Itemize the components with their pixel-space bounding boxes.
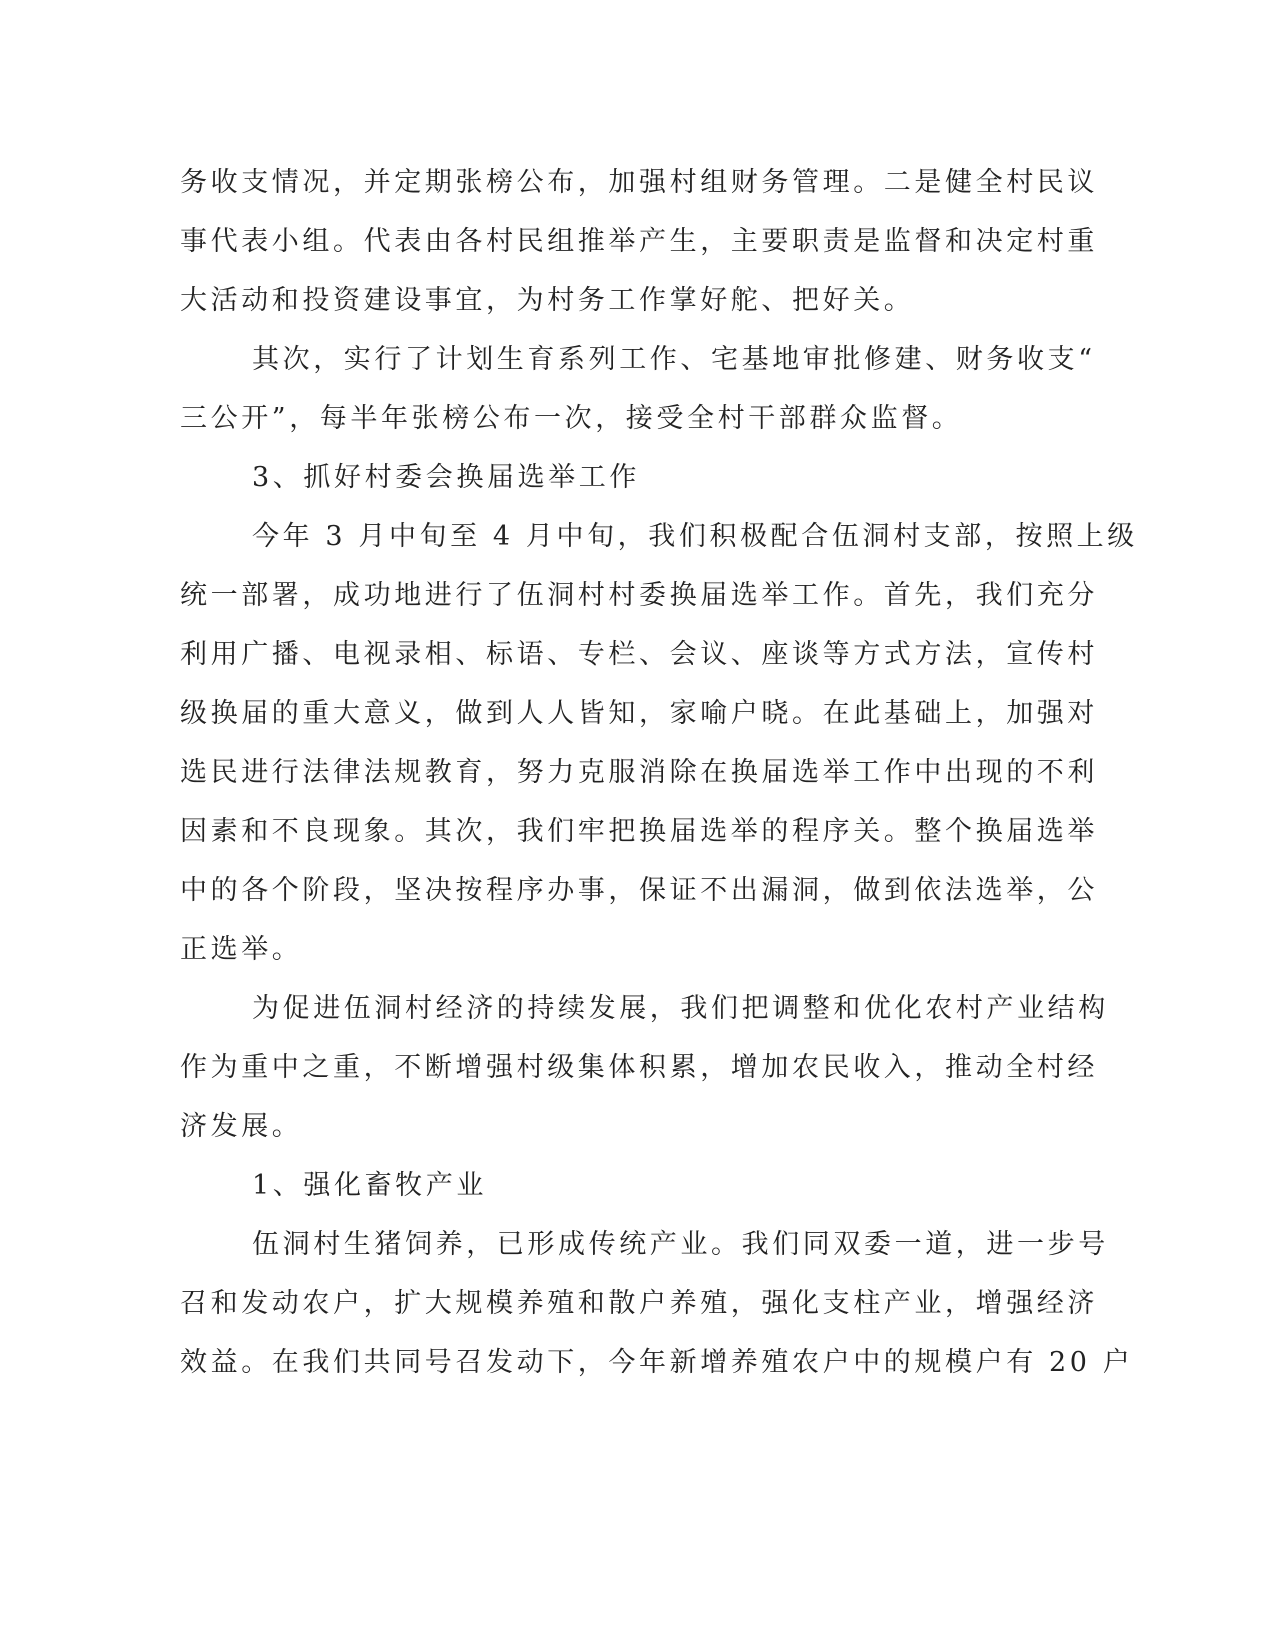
text-line-16: 作为重中之重，不断增强村级集体积累，增加农民收入，推动全村经 xyxy=(180,1052,1098,1083)
document-body xyxy=(180,153,1138,1392)
text-line-21: 效益。在我们共同号召发动下，今年新增养殖农户中的规模户有 20 户 xyxy=(180,1347,1134,1378)
text-line-8: 统一部署，成功地进行了伍洞村村委换届选举工作。首先，我们充分 xyxy=(180,580,1098,611)
text-line-17: 济发展。 xyxy=(180,1111,303,1142)
text-line-5: 三公开”，每半年张榜公布一次，接受全村干部群众监督。 xyxy=(180,403,963,434)
text-line-7: 今年 3 月中旬至 4 月中旬，我们积极配合伍洞村支部，按照上级 xyxy=(252,521,1138,552)
section-heading-1: 1、强化畜牧产业 xyxy=(252,1170,487,1201)
text-line-11: 选民进行法律法规教育，努力克服消除在换届选举工作中出现的不利 xyxy=(180,757,1098,788)
text-line-14: 正选举。 xyxy=(180,934,303,965)
text-line-2: 事代表小组。代表由各村民组推举产生，主要职责是监督和决定村重 xyxy=(180,226,1098,257)
section-heading-3: 3、抓好村委会换届选举工作 xyxy=(252,462,640,493)
text-line-9: 利用广播、电视录相、标语、专栏、会议、座谈等方式方法，宣传村 xyxy=(180,639,1098,670)
text-line-19: 伍洞村生猪饲养，已形成传统产业。我们同双委一道，进一步号 xyxy=(252,1229,1109,1260)
text-line-4: 其次，实行了计划生育系列工作、宅基地审批修建、财务收支“ xyxy=(252,344,1096,375)
text-line-1: 务收支情况，并定期张榜公布，加强村组财务管理。二是健全村民议 xyxy=(180,167,1098,198)
text-line-10: 级换届的重大意义，做到人人皆知，家喻户晓。在此基础上，加强对 xyxy=(180,698,1098,729)
text-line-20: 召和发动农户，扩大规模养殖和散户养殖，强化支柱产业，增强经济 xyxy=(180,1288,1098,1319)
text-line-3: 大活动和投资建设事宜，为村务工作掌好舵、把好关。 xyxy=(180,285,915,316)
text-line-12: 因素和不良现象。其次，我们牢把换届选举的程序关。整个换届选举 xyxy=(180,816,1098,847)
text-line-13: 中的各个阶段，坚决按程序办事，保证不出漏洞，做到依法选举，公 xyxy=(180,875,1098,906)
text-line-15: 为促进伍洞村经济的持续发展，我们把调整和优化农村产业结构 xyxy=(252,993,1109,1024)
